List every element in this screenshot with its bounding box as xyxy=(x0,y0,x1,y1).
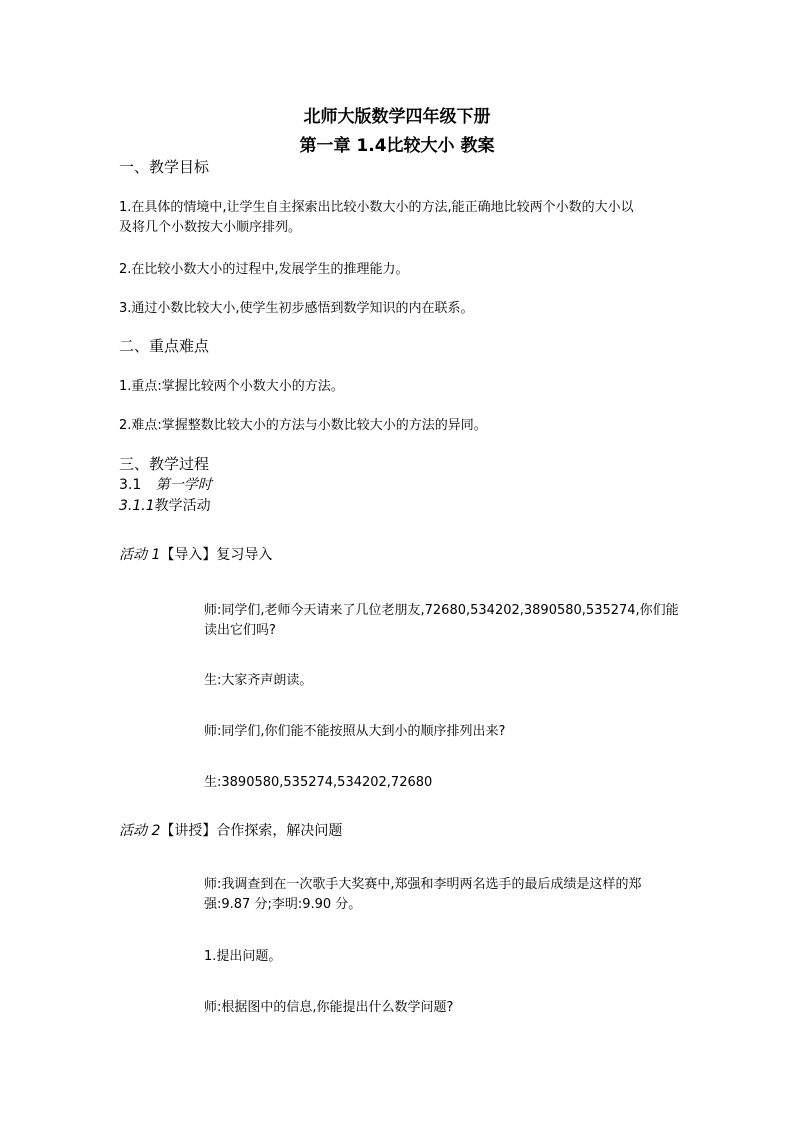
activity-2-teacher-2: 师:根据图中的信息,你能提出什么数学问题? xyxy=(204,1000,454,1015)
activity-2-step-1: 1.提出问题。 xyxy=(204,949,282,964)
document-title: 北师大版数学四年级下册 xyxy=(303,107,491,127)
activity-tag: 【讲授】 xyxy=(160,823,217,839)
activity-2-teacher-1-line-2: 强:9.87 分;李明:9.90 分。 xyxy=(204,897,362,912)
activity-1-heading xyxy=(119,544,272,564)
subsection-3-1 xyxy=(119,474,212,494)
activity-tag: 【导入】 xyxy=(160,547,217,563)
subsection-title: 教学活动 xyxy=(154,498,211,514)
document-subtitle: 第一章 1.4比较大小 教案 xyxy=(299,136,495,156)
subsection-number: 3.1 xyxy=(119,477,142,493)
goal-3: 3.通过小数比较大小,使学生初步感悟到数学知识的内在联系。 xyxy=(119,301,474,316)
activity-1-student-1: 生:大家齐声朗读。 xyxy=(204,673,313,688)
subsection-title: 第一学时 xyxy=(155,477,212,493)
activity-label: 活动 1 xyxy=(119,547,161,563)
key-point-2: 2.难点:掌握整数比较大小的方法与小数比较大小的方法的异同。 xyxy=(119,418,487,433)
subsection-number: 3.1.1 xyxy=(119,498,155,514)
activity-name: 合作探索，解决问题 xyxy=(216,823,343,839)
goal-2: 2.在比较小数大小的过程中,发展学生的推理能力。 xyxy=(119,262,409,277)
activity-2-heading xyxy=(119,820,342,840)
key-point-1: 1.重点:掌握比较两个小数大小的方法。 xyxy=(119,379,344,394)
activity-1-teacher-1-line-2: 读出它们吗? xyxy=(204,623,276,638)
activity-1-student-2: 生:3890580,535274,534202,72680 xyxy=(204,775,433,790)
subsection-3-1-1 xyxy=(119,495,211,515)
activity-name: 复习导入 xyxy=(216,547,273,563)
activity-1-teacher-1-line-1: 师:同学们,老师今天请来了几位老朋友,72680,534202,3890580,535274,你们能 xyxy=(204,603,679,618)
section-heading-goals: 一、教学目标 xyxy=(119,158,210,176)
goal-1-line-2: 及将几个小数按大小顺序排列。 xyxy=(119,220,302,235)
goal-1-line-1: 1.在具体的情境中,让学生自主探索出比较小数大小的方法,能正确地比较两个小数的大小以 xyxy=(119,200,634,215)
section-heading-key-points: 二、重点难点 xyxy=(119,337,210,355)
section-heading-process: 三、教学过程 xyxy=(119,455,210,473)
activity-2-teacher-1-line-1: 师:我调查到在一次歌手大奖赛中,郑强和李明两名选手的最后成绩是这样的郑 xyxy=(204,877,642,892)
activity-label: 活动 2 xyxy=(119,823,161,839)
activity-1-teacher-2: 师:同学们,你们能不能按照从大到小的顺序排列出来? xyxy=(204,724,506,739)
